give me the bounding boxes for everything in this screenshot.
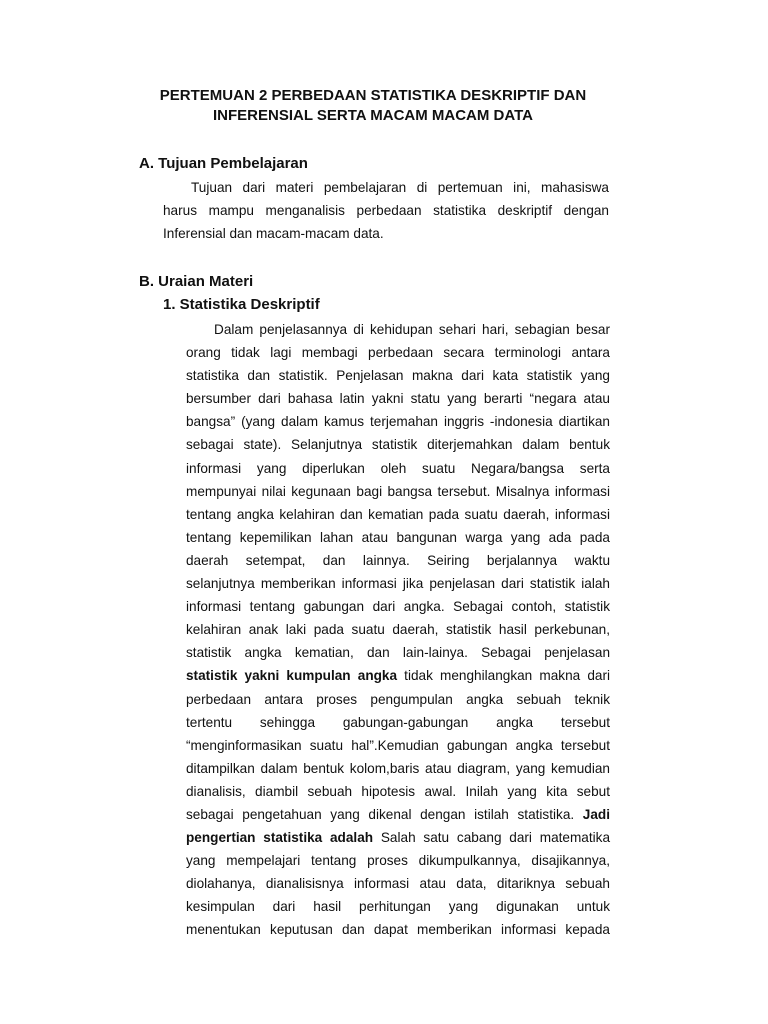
title-line-1: PERTEMUAN 2 PERBEDAAN STATISTIKA DESKRIPTIF DAN [159,87,587,104]
bold-phrase-statistik: statistik yakni kumpulan angka [186,668,398,684]
paragraph-line: ditampilkan dalam bentuk kolom,baris atau diagram, yang kemudian [186,760,610,776]
section-b-paragraph [186,318,610,942]
paragraph-line-with-bold [186,664,610,687]
section-b-heading: B. Uraian Materi [139,273,254,290]
paragraph-line-with-bold [186,803,610,826]
paragraph-line: bangsa” (yang dalam kamus terjemahan inggris -indonesia diartikan [186,414,610,430]
paragraph-line: tentang angka kelahiran dan kematian pada suatu daerah, informasi [186,506,610,522]
bold-phrase-pengertian: pengertian statistika adalah [186,830,374,846]
paragraph-line: mempunyai nilai kegunaan bagi bangsa tersebut. Misalnya informasi [186,483,610,499]
paragraph-line: statistika dan statistik. Penjelasan makna dari kata statistik yang [186,368,610,384]
paragraph-line: “menginformasikan suatu hal”.Kemudian gabungan angka tersebut [186,737,610,753]
paragraph-line: menentukan keputusan dan dapat memberikan informasi kepada [186,922,610,938]
text-after-bold: tidak menghilangkan makna dari [397,668,610,684]
paragraph-line: informasi tentang gabungan dari angka. Sebagai contoh, statistik [186,599,610,615]
text-after-bold: Salah satu cabang dari matematika [373,830,611,846]
paragraph-line: informasi yang diperlukan oleh suatu Negara/bangsa serta [186,460,610,476]
paragraph-line: dianalisis, diambil sebuah hipotesis awal. Inilah yang kita sebut [186,783,610,799]
paragraph-line: perbedaan antara proses pengumpulan angka sebuah teknik [186,691,610,707]
paragraph-line: Tujuan dari materi pembelajaran di pertemuan ini, mahasiswa [191,180,609,195]
paragraph-line: daerah setempat, dan lainnya. Seiring berjalannya waktu [186,552,610,568]
paragraph-line-with-bold [186,826,610,849]
paragraph-line: harus mampu menganalisis perbedaan statistika deskriptif dengan [163,203,609,219]
section-a-paragraph [163,176,609,245]
paragraph-line: sebagai state). Selanjutnya statistik diterjemahkan dalam bentuk [186,437,610,453]
paragraph-line: Dalam penjelasannya di kehidupan sehari hari, sebagian besar [214,322,610,337]
section-a-heading: A. Tujuan Pembelajaran [139,155,308,172]
paragraph-line: tentang kepemilikan lahan atau bangunan warga yang ada pada [186,529,610,545]
text-before-bold: sebagai pengetahuan yang dikenal dengan istilah statistika. [186,806,583,822]
paragraph-line: bersumber dari bahasa latin yakni statu yang berarti “negara atau [186,391,610,407]
paragraph-line: yang mempelajari tentang proses dikumpulkannya, disajikannya, [186,853,610,869]
title-line-2: INFERENSIAL SERTA MACAM MACAM DATA [213,107,533,124]
paragraph-line: tertentu sehingga gabungan-gabungan angka tersebut [186,714,610,730]
paragraph-line: orang tidak lagi membagi perbedaan secara terminologi antara [186,345,610,361]
subsection-1-heading: 1. Statistika Deskriptif [163,296,320,313]
paragraph-line: kesimpulan dari hasil perhitungan yang digunakan untuk [186,899,610,915]
paragraph-line: kelahiran anak laki pada suatu daerah, statistik hasil perkebunan, [186,622,610,638]
paragraph-line: statistik angka kematian, dan lain-lainya. Sebagai penjelasan [186,645,610,661]
paragraph-line: diolahanya, dianalisisnya informasi atau data, ditariknya sebuah [186,876,610,892]
paragraph-line: Inferensial dan macam-macam data. [163,226,384,242]
paragraph-line: selanjutnya memberikan informasi jika penjelasan dari statistik ialah [186,576,610,592]
bold-phrase-jadi: Jadi [582,806,610,822]
page-title [100,86,646,126]
